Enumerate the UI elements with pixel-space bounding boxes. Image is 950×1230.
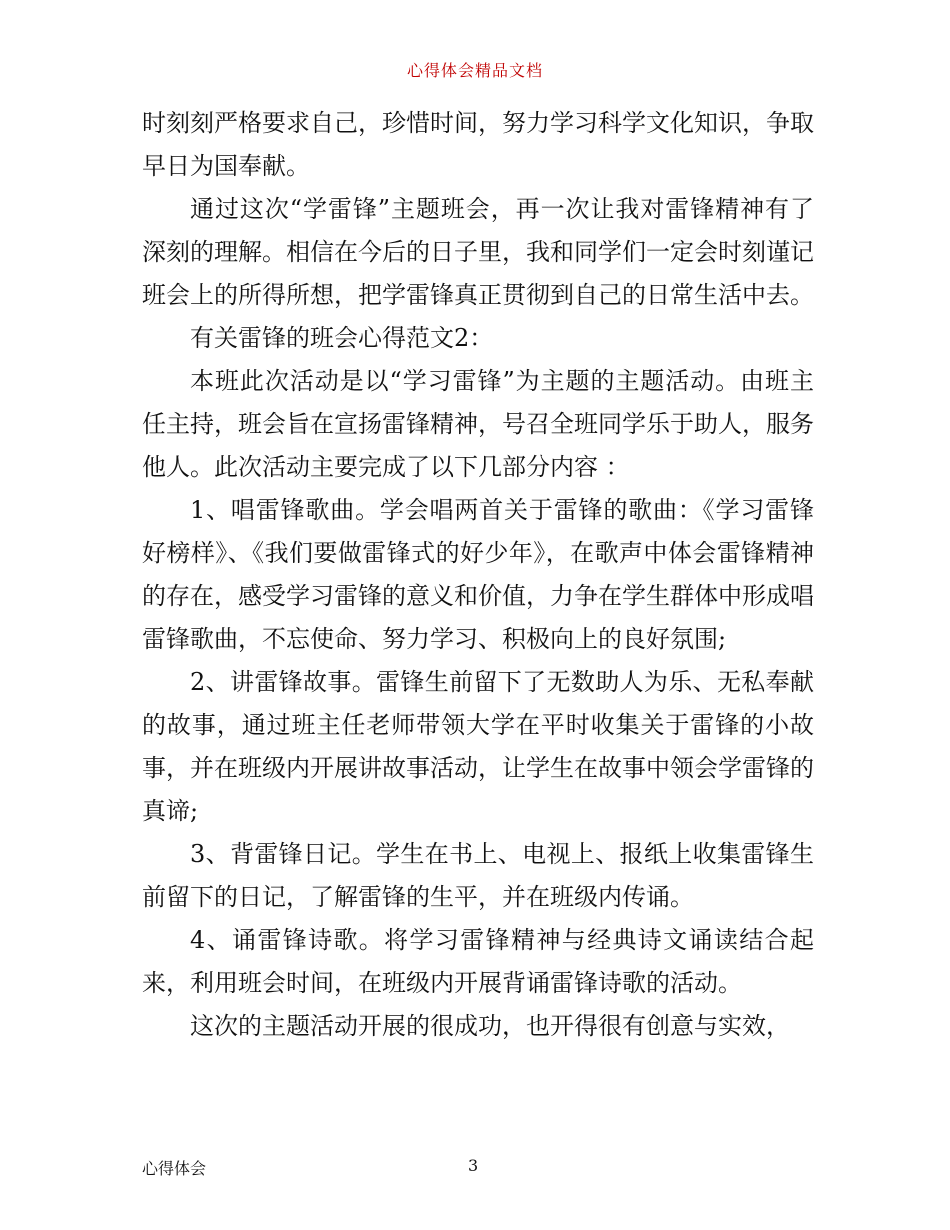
footer-label: 心得体会 <box>142 1159 207 1178</box>
paragraph-item-diary: 3、背雷锋日记。学生在书上、电视上、报纸上收集雷锋生前留下的日记，了解雷锋的生平，并在班级内传诵。 <box>142 840 814 911</box>
document-header-title: 心得体会精品文档 <box>406 61 543 80</box>
paragraph-item-songs: 1、唱雷锋歌曲。学会唱两首关于雷锋的歌曲：《学习雷锋好榜样》、《我们要做雷锋式的好少年》，在歌声中体会雷锋精神的存在，感受学习雷锋的意义和价值，力争在学生群体中形成唱雷锋歌曲，不忘使命、努力学习、积极向上的良好氛围; <box>142 496 814 653</box>
document-body <box>142 102 814 1048</box>
paragraph-conclusion: 这次的主题活动开展的很成功，也开得很有创意与实效， <box>190 1012 790 1040</box>
paragraph-class-meeting-summary: 通过这次“学雷锋”主题班会，再一次让我对雷锋精神有了深刻的理解。相信在今后的日子里，我和同学们一定会时刻谨记班会上的所得所想，把学雷锋真正贯彻到自己的日常生活中去。 <box>142 195 814 309</box>
paragraph-item-stories: 2、讲雷锋故事。雷锋生前留下了无数助人为乐、无私奉献的故事，通过班主任老师带领大学在平时收集关于雷锋的小故事，并在班级内开展讲故事活动，让学生在故事中领会学雷锋的真谛; <box>142 668 814 825</box>
page-number: 3 <box>468 1156 479 1175</box>
paragraph-item-poems: 4、诵雷锋诗歌。将学习雷锋精神与经典诗文诵读结合起来，利用班会时间，在班级内开展背诵雷锋诗歌的活动。 <box>142 926 814 997</box>
paragraph-activity-intro: 本班此次活动是以“学习雷锋”为主题的主题活动。由班主任主持，班会旨在宣扬雷锋精神，号召全班同学乐于助人，服务他人。此次活动主要完成了以下几部分内容 ： <box>142 367 814 481</box>
paragraph-sample-heading: 有关雷锋的班会心得范文2： <box>190 324 494 352</box>
paragraph-continuation: 时刻刻严格要求自己，珍惜时间，努力学习科学文化知识，争取早日为国奉献。 <box>142 109 814 180</box>
